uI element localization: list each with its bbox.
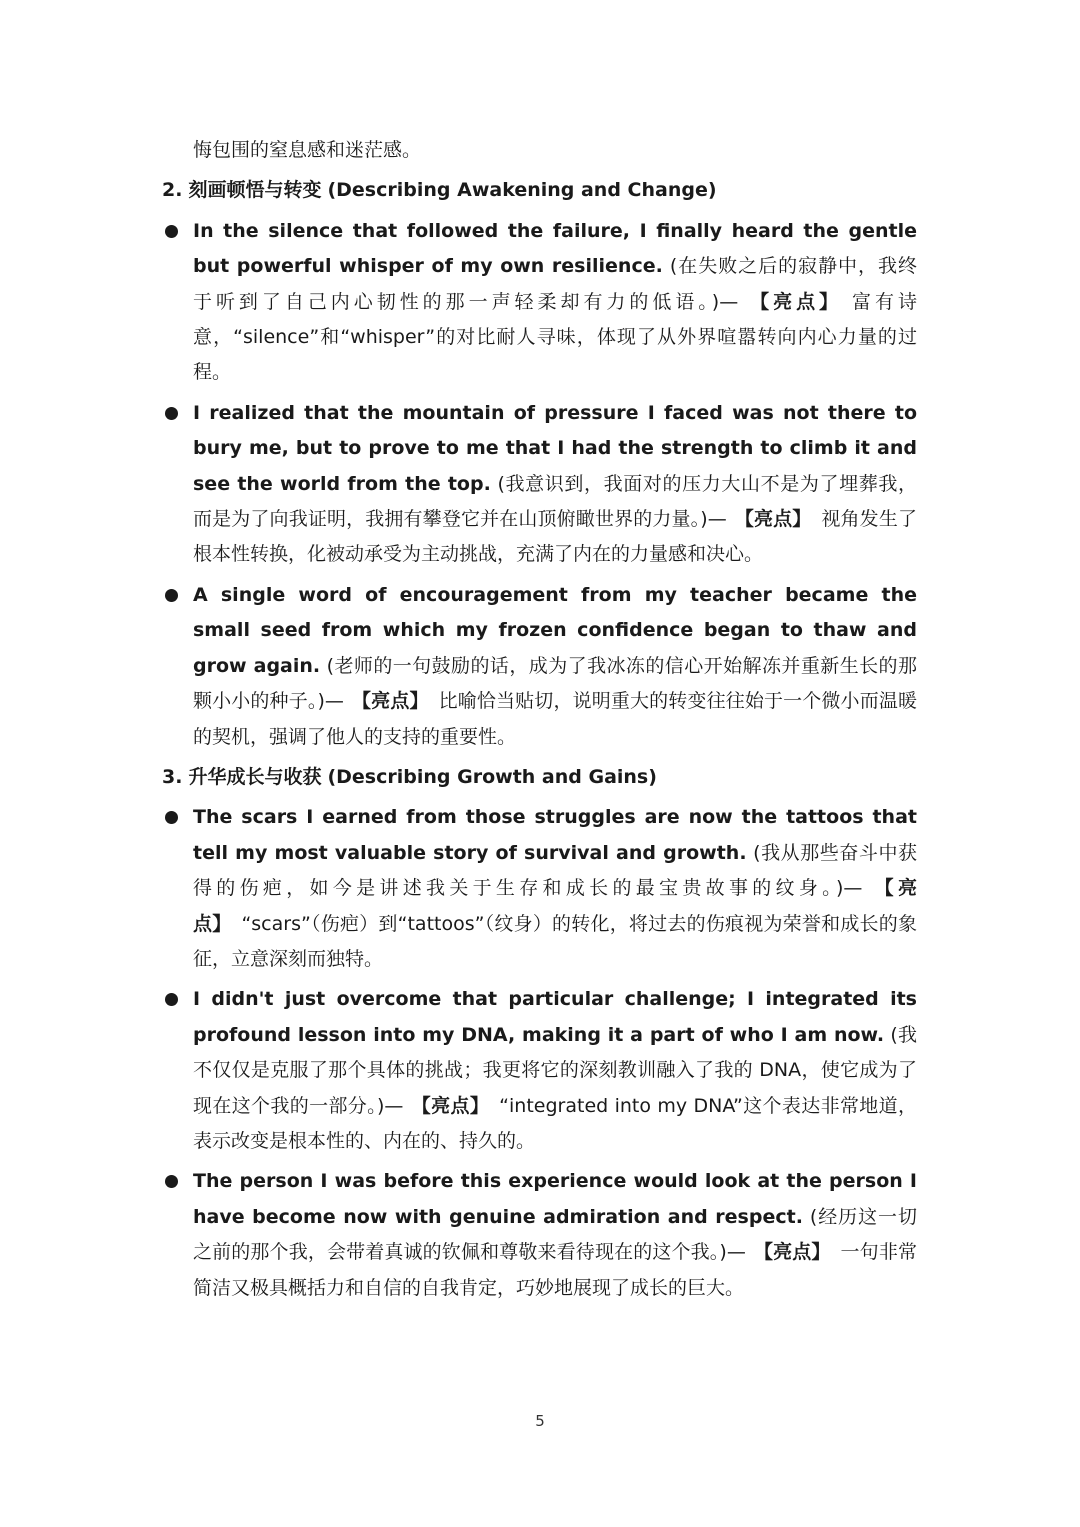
example-item bbox=[162, 396, 917, 573]
example-translation: (在失败之后的寂静中，我终于听到了自己内心韧性的那一声轻柔却有力的低语。) bbox=[193, 255, 917, 313]
dash: — bbox=[384, 1094, 404, 1117]
section-heading-awakening bbox=[162, 173, 917, 208]
example-english: The person I was before this experience would look at the person I have become now with genuine admiration and respect. bbox=[193, 1170, 917, 1228]
highlight-label: 【亮点】 bbox=[734, 508, 812, 531]
dash: — bbox=[719, 290, 739, 313]
example-english: I didn't just overcome that particular challenge; I integrated its profound lesson into my DNA, making it a part of who I am now. bbox=[193, 988, 917, 1046]
example-translation: (我从那些奋斗中获得的伤疤，如今是讲述我关于生存和成长的最宝贵故事的纹身。) bbox=[193, 841, 918, 900]
page-content bbox=[162, 133, 917, 1311]
page-number: 5 bbox=[535, 1412, 545, 1430]
example-item bbox=[162, 800, 917, 977]
example-english: In the silence that followed the failure, I finally heard the gentle but powerful whisper of my own resilience. bbox=[193, 219, 917, 278]
dash: — bbox=[726, 1241, 746, 1264]
section-heading-growth bbox=[162, 760, 917, 795]
section-title-en: (Describing Awakening and Change) bbox=[327, 179, 717, 202]
example-translation: (我意识到，我面对的压力大山不是为了埋葬我，而是为了向我证明，我拥有攀登它并在山顶俯瞰世界的力量。) bbox=[193, 472, 917, 531]
highlight-label: 【亮点】 bbox=[411, 1094, 490, 1117]
example-translation: (我不仅仅是克服了那个具体的挑战；我更将它的深刻教训融入了我的 DNA，使它成为了现在这个我的一部分。) bbox=[193, 1023, 917, 1117]
example-item bbox=[162, 1164, 917, 1306]
example-english: A single word of encouragement from my teacher became the small seed from which my frozen confidence began to thaw and grow again. bbox=[193, 583, 917, 677]
example-item bbox=[162, 214, 917, 391]
highlight-label: 【亮点】 bbox=[753, 1241, 831, 1264]
example-comment: 富有诗意，“silence”和“whisper”的对比耐人寻味，体现了从外界喧嚣转向内心力量的过程。 bbox=[193, 290, 917, 384]
example-item bbox=[162, 578, 917, 755]
example-translation: (老师的一句鼓励的话，成为了我冰冻的信心开始解冻并重新生长的那颗小小的种子。) bbox=[193, 654, 917, 713]
bullet-icon bbox=[165, 1175, 178, 1188]
bullet-icon bbox=[165, 993, 178, 1006]
example-comment: “scars”（伤疤）到“tattoos”（纹身）的转化，将过去的伤痕视为荣誉和成长的象征，立意深刻而独特。 bbox=[193, 912, 917, 970]
section-number: 2. bbox=[162, 179, 183, 202]
example-item bbox=[162, 982, 917, 1159]
dash: — bbox=[843, 877, 863, 900]
bullet-icon bbox=[165, 407, 178, 420]
example-english: The scars I earned from those struggles are now the tattoos that tell my most valuable story of survival and growth. bbox=[193, 806, 917, 864]
section-title-cn: 刻画顿悟与转变 bbox=[188, 179, 322, 202]
section-number: 3. bbox=[162, 765, 183, 788]
example-comment: 一句非常简洁又极具概括力和自信的自我肯定，巧妙地展现了成长的巨大。 bbox=[193, 1241, 917, 1299]
dash: — bbox=[707, 508, 727, 531]
section-title-cn: 升华成长与收获 bbox=[188, 765, 322, 788]
example-english: I realized that the mountain of pressure I faced was not there to bury me, but to prove to me that I had the strength to climb it and see the world from the top. bbox=[193, 401, 917, 495]
highlight-label: 【亮点】 bbox=[193, 877, 917, 935]
bullet-icon bbox=[165, 589, 178, 602]
example-comment: 视角发生了根本性转换，化被动承受为主动挑战，充满了内在的力量感和决心。 bbox=[193, 508, 917, 566]
example-translation: (经历这一切之前的那个我，会带着真诚的钦佩和尊敬来看待现在的这个我。) bbox=[193, 1205, 917, 1264]
continuation-text: 悔包围的窒息感和迷茫感。 bbox=[193, 139, 422, 161]
example-comment: “integrated into my DNA”这个表达非常地道，表示改变是根本性的、内在的、持久的。 bbox=[193, 1094, 917, 1152]
section-title-en: (Describing Growth and Gains) bbox=[327, 765, 657, 788]
bullet-icon bbox=[165, 225, 178, 238]
highlight-label: 【亮点】 bbox=[746, 290, 843, 313]
dash: — bbox=[324, 690, 344, 713]
highlight-label: 【亮点】 bbox=[351, 690, 429, 713]
example-comment: 比喻恰当贴切，说明重大的转变往往始于一个微小而温暖的契机，强调了他人的支持的重要性。 bbox=[193, 690, 917, 748]
bullet-icon bbox=[165, 811, 178, 824]
